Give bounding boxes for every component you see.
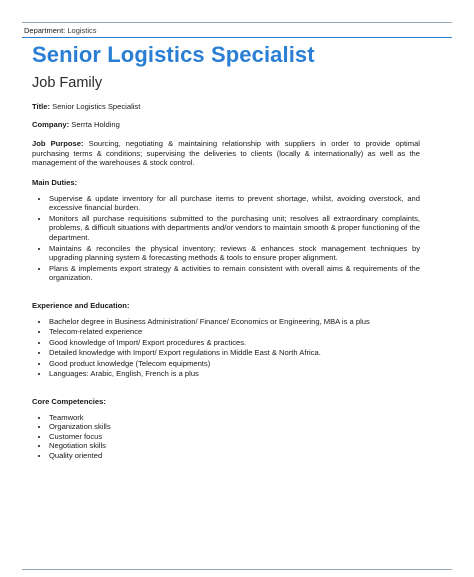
list-item: • Good knowledge of Import/ Export procedures & practices. [49, 338, 420, 348]
company-field [32, 120, 420, 130]
list-item: • Detailed knowledge with Import/ Export regulations in Middle East & North Africa. [49, 348, 420, 358]
title-field-label: Title: [32, 102, 51, 111]
list-item: • Supervise & update inventory for all purchase items to prevent shortage, whilst, avoiding overstock, and excessive financial burden. [49, 194, 420, 213]
department-value: Logistics [67, 26, 97, 35]
list-item: • Telecom-related experience [49, 327, 420, 337]
document-title: Senior Logistics Specialist [32, 42, 315, 67]
list-item: • Customer focus [49, 432, 420, 442]
department-divider [22, 37, 452, 38]
job-purpose-paragraph [32, 139, 420, 168]
top-border [22, 22, 452, 23]
title-field [32, 102, 420, 112]
list-item: • Languages: Arabic, English, French is a plus [49, 369, 420, 379]
company-field-value: Serrta Holding [71, 119, 120, 129]
list-item: • Organization skills [49, 422, 420, 432]
company-field-label: Company: [32, 119, 70, 129]
core-competencies-list [32, 413, 420, 461]
department-line [24, 26, 97, 35]
job-purpose-text: Sourcing, negotiating & maintaining relationship with suppliers in order to provide optimal purchasing terms & conditions; supervising the deliveries to clients (locally & internationally) as well as the management of the warehouses & stock control. [32, 139, 420, 168]
experience-heading: Experience and Education: [32, 300, 130, 310]
list-item: • Good product knowledge (Telecom equipments) [49, 359, 420, 369]
department-label: Department: [24, 26, 66, 35]
list-item: • Plans & implements export strategy & activities to remain consistent with overall aims & requirements of the organization. [49, 264, 420, 283]
document-body [32, 102, 420, 479]
document-subtitle: Job Family [32, 75, 103, 91]
core-competencies-heading: Core Competencies: [32, 397, 106, 407]
job-purpose-label: Job Purpose: [32, 139, 84, 149]
experience-list [32, 317, 420, 380]
list-item: • Monitors all purchase requisitions submitted to the purchasing unit; resolves all extraordinary complaints, problems, & difficult situations with departments and/or vendors to maintain smooth & proper functioning of the department. [49, 214, 420, 243]
list-item: • Quality oriented [49, 451, 420, 461]
list-item: • Bachelor degree in Business Administration/ Finance/ Economics or Engineering, MBA is a plus [49, 317, 420, 327]
main-duties-heading: Main Duties: [32, 177, 78, 187]
list-item: • Teamwork [49, 413, 420, 423]
list-item: • Negotiation skills [49, 441, 420, 451]
list-item: • Maintains & reconciles the physical inventory; reviews & enhances stock management techniques by upgrading planning system & forecasting methods & tools to ensure proper alignment. [49, 244, 420, 263]
bottom-border [22, 569, 452, 570]
main-duties-list [32, 194, 420, 283]
title-field-value: Senior Logistics Specialist [52, 102, 141, 111]
